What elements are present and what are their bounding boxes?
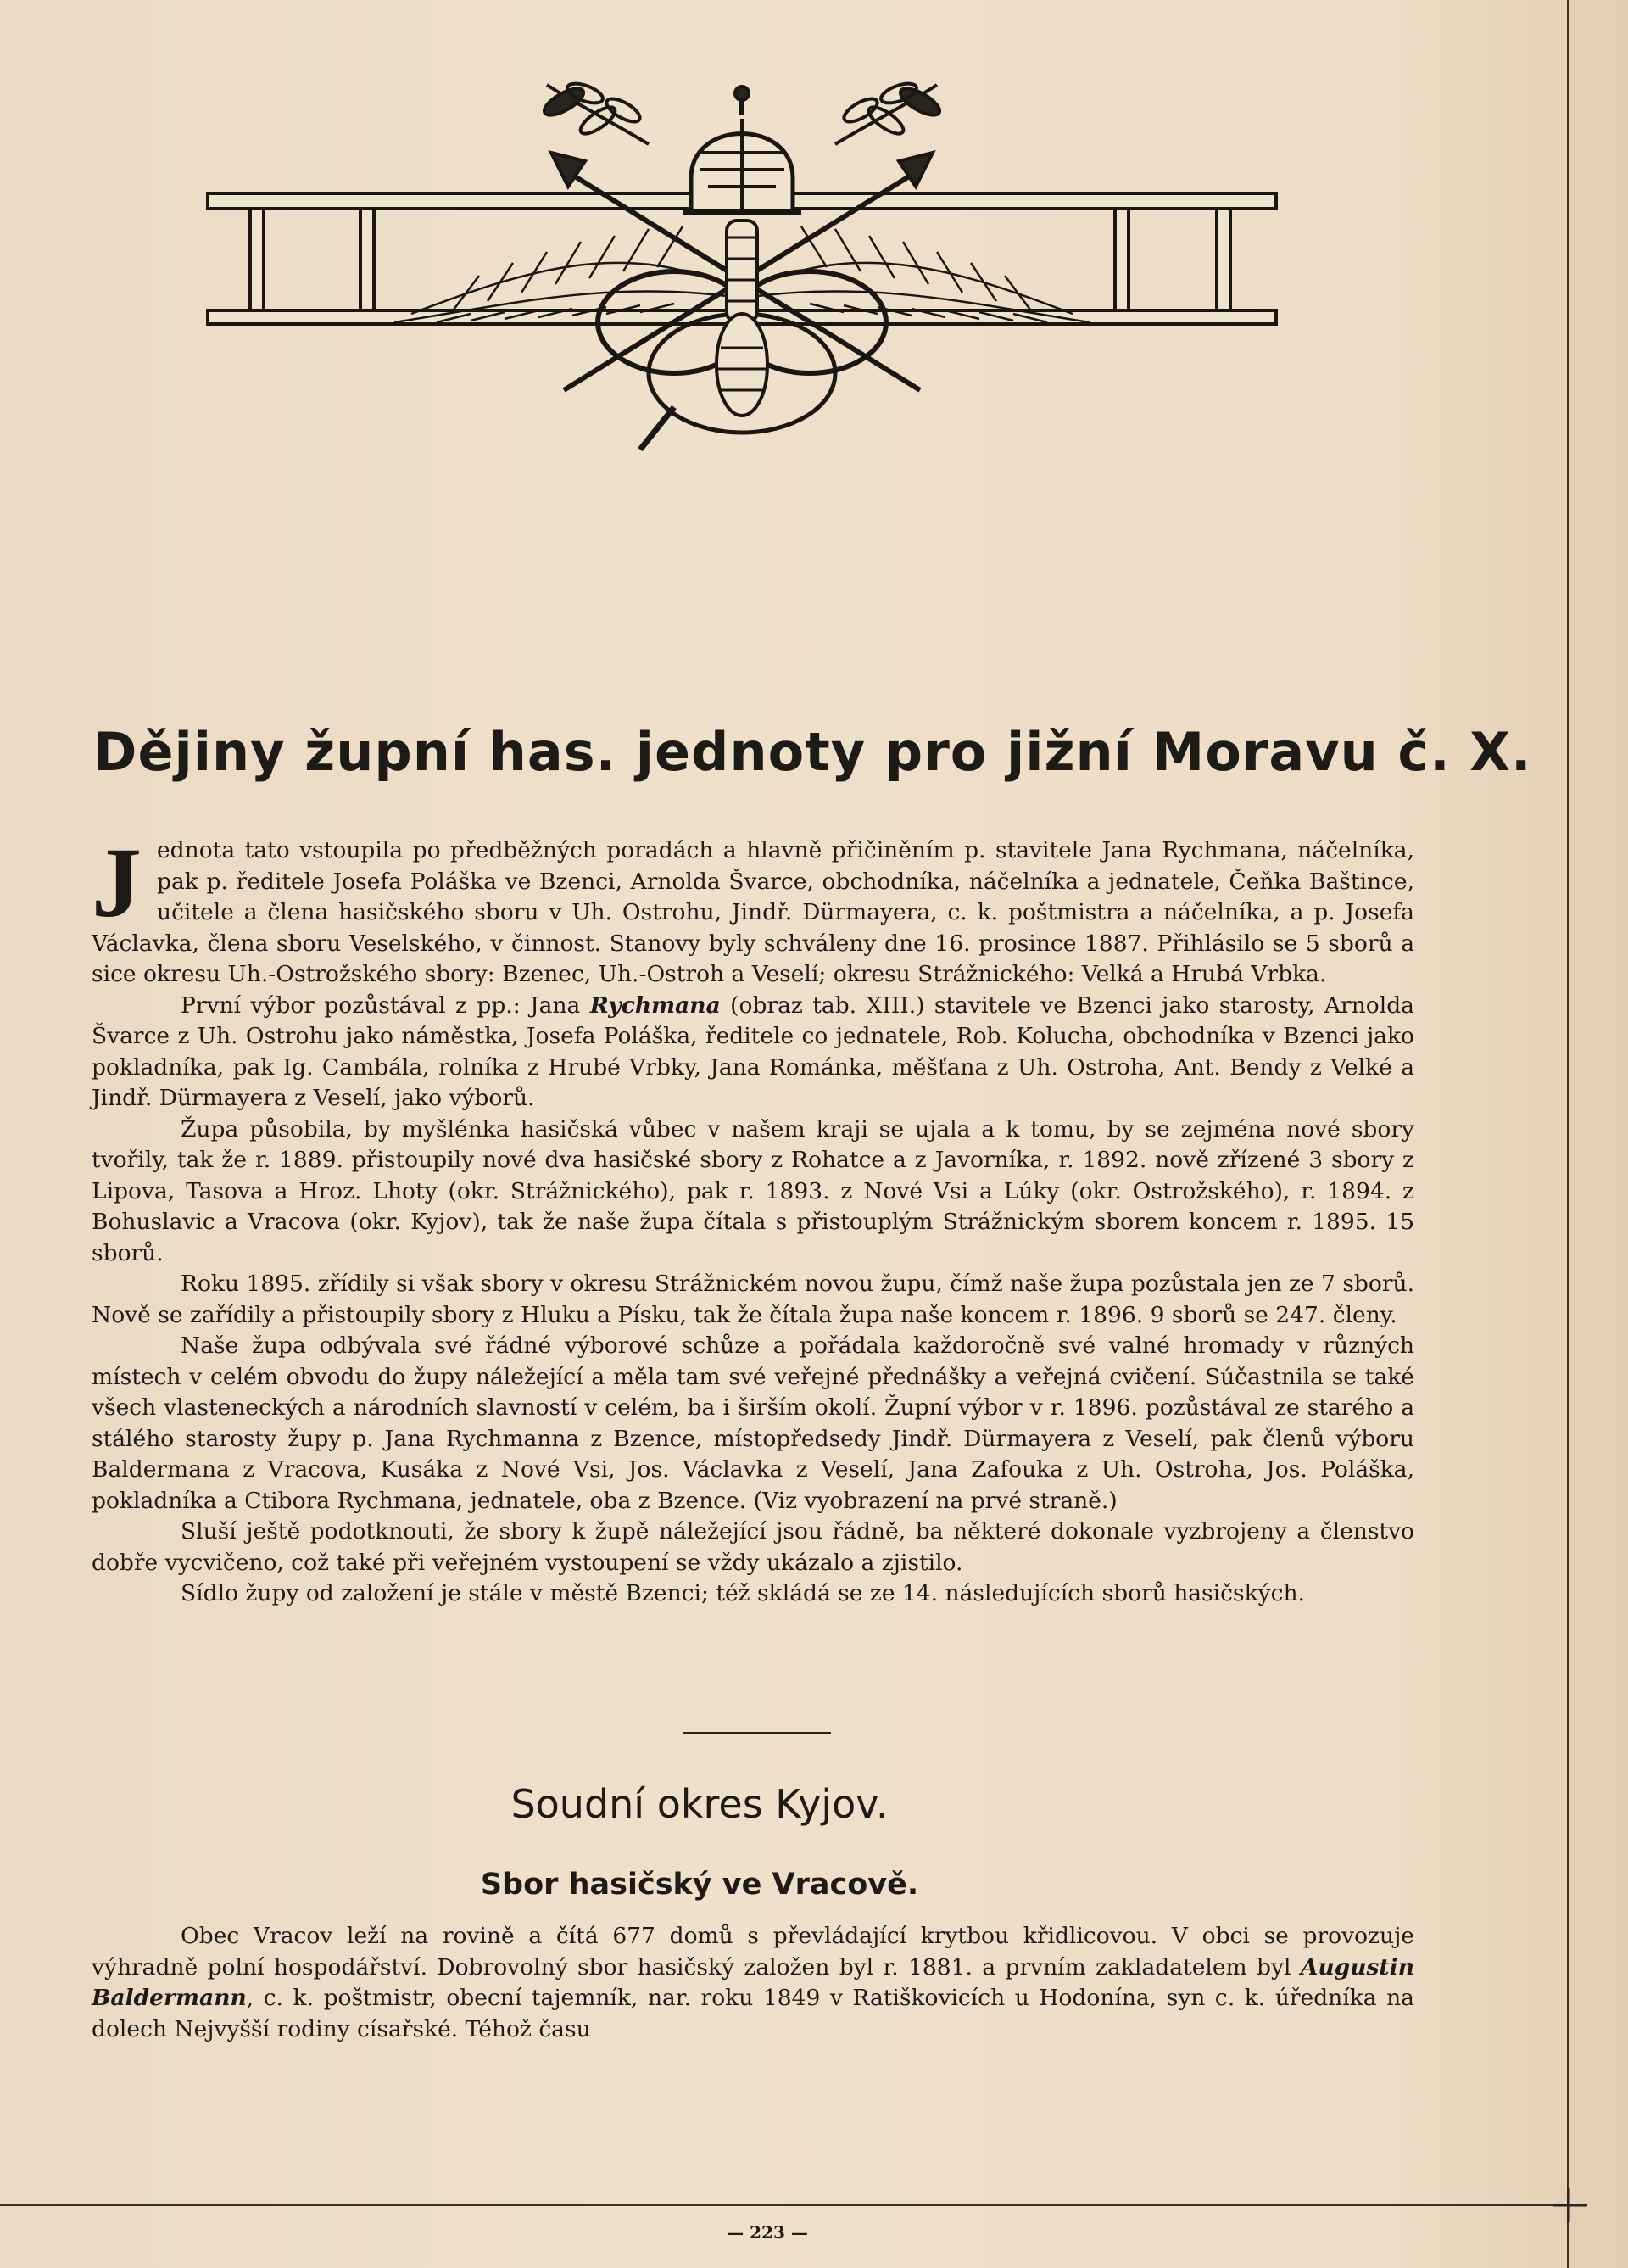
firefighter-emblem-icon xyxy=(199,68,1285,466)
page-number: — 223 — xyxy=(727,2222,808,2243)
page-title: Dějiny župní has. jednoty pro jižní Moravu č. X. xyxy=(93,721,1532,783)
committee-paragraph xyxy=(92,991,1414,1114)
page-border-bottom xyxy=(0,2204,1569,2206)
section-divider xyxy=(683,1732,831,1734)
page-border-right xyxy=(1567,0,1569,2268)
corner-ornament-icon xyxy=(1553,2188,1587,2222)
paragraph-3: Župa působila, by myšlénka hasičská vůbec v našem kraji se ujala a k tomu, by se zejména nové sbory tvořily, tak že r. 1889. přistoupily nové dva hasičské sbory z Rohatce a z Javorníka, r. 1892. nově zřízené 3 sbory z Lipova, Tasova a Hroz. Lhoty (okr. Strážnického), pak r. 1893. z Nové Vsi a Lúky (okr. Ostrožského), r. 1894. z Bohuslavic a Vracova (okr. Kyjov), tak že naše župa čítala s přistouplým Strážnickým sborem koncem r. 1895. 15 sborů. xyxy=(92,1115,1414,1266)
section-text-start: Obec Vracov leží na rovině a čítá 677 domů s převládající krytbou křidlicovou. V obci se provozuje výhradně polní hospodářství. Dobrovolný sbor hasičský založen byl r. 1881. a prvním zakladatelem byl xyxy=(92,1923,1414,1980)
intro-text: ednota tato vstoupila po předběžných poradách a hlavně přičiněním p. stavitele Jana Rychmana, náčelníka, pak p. ředitele Josefa Poláška ve Bzenci, Arnolda Švarce, obchodníka, náčelníka a jednatele, Čeňka Baštince, učitele a člena hasičského sboru v Uh. Ostrohu, Jindř. Dürmayera, c. k. poštmistra a náčelníka, a p. Josefa Václavka, člena sboru Veselského, v činnost. Stanovy byly schváleny dne 16. prosince 1887. Přihlásilo se 5 sborů a sice okresu Uh.-Ostrožského sbory: Bzenec, Uh.-Ostroh a Veselí; okresu Strážnického: Velká a Hrubá Vrbka. xyxy=(92,837,1414,987)
committee-text-start: První výbor pozůstával z pp.: Jana xyxy=(181,992,581,1019)
section-subheading: Sbor hasičský ve Vracově. xyxy=(480,1868,919,1902)
paragraph-7: Sídlo župy od založení je stále v městě Bzenci; též skládá se ze 14. následujících sborů hasičských. xyxy=(181,1580,1305,1606)
highlighted-name: Rychmana xyxy=(589,992,721,1019)
paragraph-5: Naše župa odbývala své řádné výborové schůze a pořádala každoročně své valné hromady v různých místech v celém obvodu do župy náležející a měla tam své veřejné přednášky a veřejná cvičení. Súčastnila se také všech vlasteneckých a národních slavností v celém, ba i širším okolí. Župní výbor v r. 1896. pozůstával ze starého a stálého starosty župy p. Jana Rychmanna z Bzence, místopředsedy Jindř. Dürmayera z Veselí, pak členů výboru Baldermana z Vracova, Kusáka z Nové Vsi, Jos. Václavka z Veselí, Jana Zafouka z Uh. Ostroha, Jos. Poláška, pokladníka a Ctibora Rychmana, jednatele, oba z Bzence. (Viz vyobrazení na prvé straně.) xyxy=(92,1332,1414,1514)
drop-cap: J xyxy=(92,827,142,938)
intro-paragraph xyxy=(92,827,1414,991)
section-text-end: , c. k. poštmistr, obecní tajemník, nar. roku 1849 v Ratiškovicích u Hodonína, syn c. k. úředníka na dolech Nejvyšší rodiny císařské. Téhož času xyxy=(92,1985,1414,2042)
article-body xyxy=(92,827,1414,1610)
founder-name: Augustin Baldermann xyxy=(92,1953,1414,2011)
committee-text-end: (obraz tab. XIII.) stavitele ve Bzenci jako starosty, Arnolda Švarce z Uh. Ostrohu jako náměstka, Josefa Poláška, ředitele co jednatele, Rob. Kolucha, obchodníka v Bzenci jako pokladníka, pak Ig. Cambála, rolníka z Hrubé Vrbky, Jana Románka, měšťana z Uh. Ostroha, Ant. Bendy z Velké a Jindř. Dürmayera z Veselí, jako výborů. xyxy=(92,992,1414,1111)
section-heading: Soudní okres Kyjov. xyxy=(510,1781,889,1827)
paragraph-4: Roku 1895. zřídily si však sbory v okresu Strážnickém novou župu, čímž naše župa pozůstala jen ze 7 sborů. Nově se zařídily a přistoupily sbory z Hluku a Písku, tak že čítala župa naše koncem r. 1896. 9 sborů se 247. členy. xyxy=(92,1271,1414,1328)
paragraph-6: Sluší ještě podotknouti, že sbory k župě náležející jsou řádně, ba některé dokonale vyzbrojeny a členstvo dobře vycvičeno, což také při veřejném vystoupení se vždy ukázalo a zjistilo. xyxy=(92,1518,1414,1576)
section-body xyxy=(92,1921,1414,2045)
section-paragraph xyxy=(92,1921,1414,2045)
